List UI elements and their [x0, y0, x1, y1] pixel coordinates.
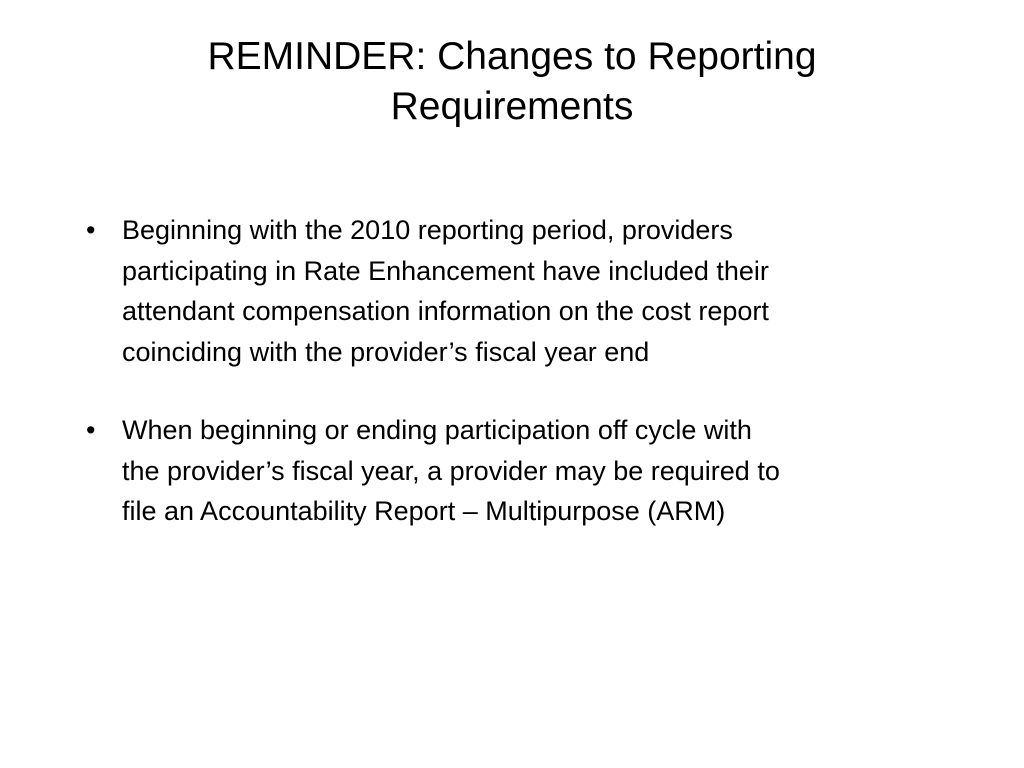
- bullet-text: When beginning or ending participation off cycle with the provider’s fiscal year, a provider may be required to file an Accountability Report – Multipurpose (ARM): [122, 415, 780, 526]
- bullet-dot-icon: •: [86, 215, 96, 245]
- bullet-item: [86, 410, 966, 532]
- bullet-text: Beginning with the 2010 reporting period, providers participating in Rate Enhancement have included their attendant compensation information on the cost report coinciding with the provider’s fiscal year end: [122, 215, 769, 367]
- bullet-item: [86, 210, 966, 372]
- slide-title: REMINDER: Changes to Reporting Requirements: [207, 35, 817, 128]
- bullet-dot-icon: •: [86, 415, 96, 445]
- bullet-list: [86, 210, 966, 570]
